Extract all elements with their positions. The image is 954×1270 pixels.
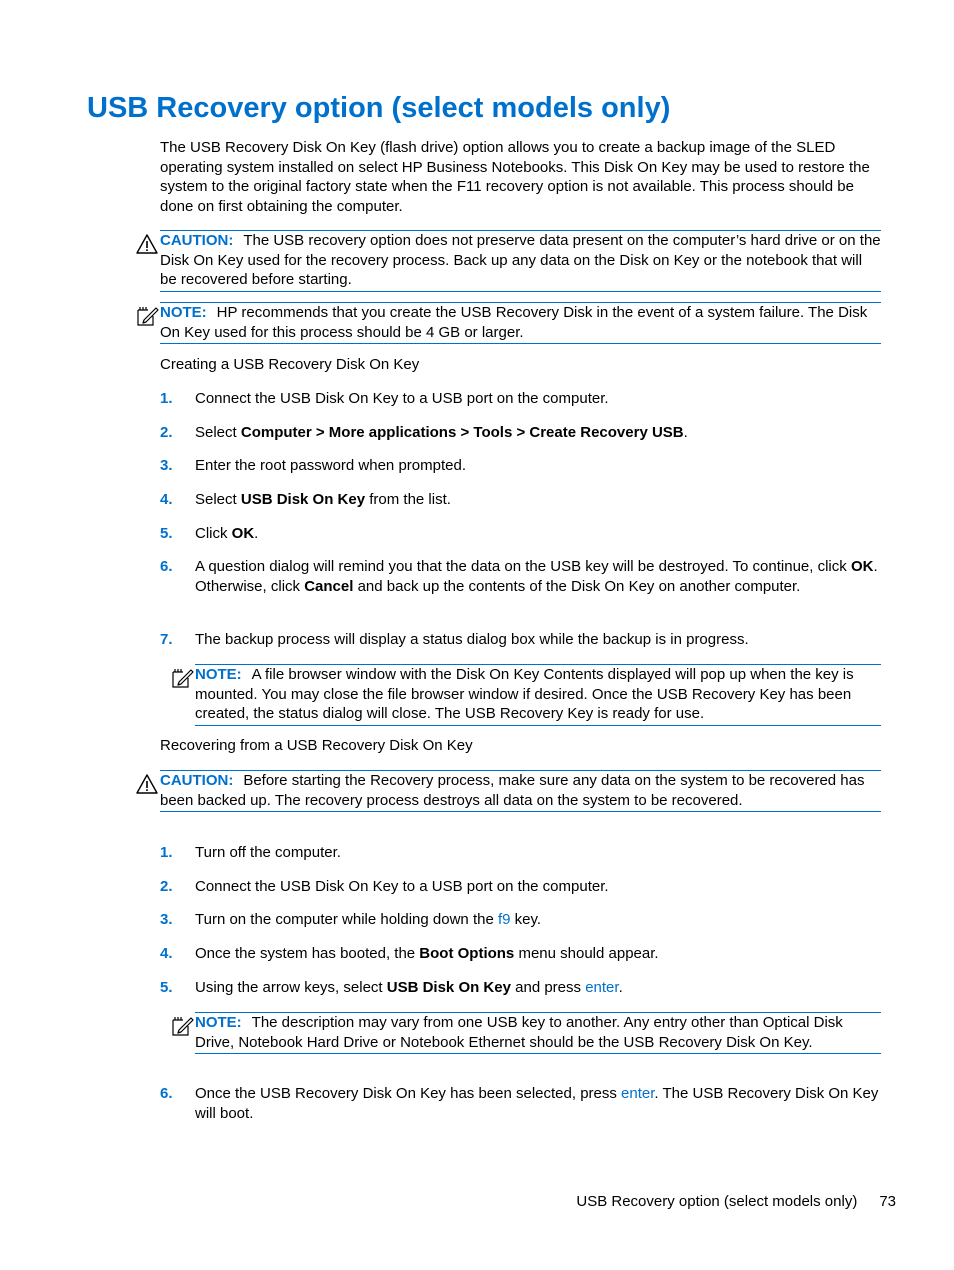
intro-paragraph: The USB Recovery Disk On Key (flash drive) option allows you to create a backup image of the SLED operating system installed on select HP Business Notebooks. This Disk On Key may be used to restore the system to the original factory state when the F11 recovery option is not available. This process should be done on first obtaining the computer. [160,139,870,215]
step-number: 1. [160,844,173,861]
step-number: 3. [160,457,173,474]
note-box [195,664,881,726]
footer-section-title: USB Recovery option (select models only) [576,1193,858,1210]
list-item [160,1084,881,1123]
step-number: 5. [160,979,173,996]
caution-box [160,230,881,292]
step-text: Once the USB Recovery Disk On Key has been selected, press enter. The USB Recovery Disk On Key will boot. [195,1085,879,1122]
list-item [160,524,881,544]
step-text: Connect the USB Disk On Key to a USB port on the computer. [195,878,609,895]
step-text: Select USB Disk On Key from the list. [195,491,451,508]
list-item [160,630,881,650]
caution-triangle-icon [135,232,159,256]
caution-text: Before starting the Recovery process, make sure any data on the system to be recovered has been backed up. The recovery process destroys all data on the system to be recovered. [160,772,865,809]
step-number: 1. [160,390,173,407]
list-item [160,456,881,476]
caution-text: The USB recovery option does not preserve data present on the computer’s hard drive or on the Disk On Key used for the recovery process. Back up any data on the Disk on Key or the notebook that will be recovered before starting. [160,232,881,288]
note-text: HP recommends that you create the USB Recovery Disk in the event of a system failure. The Disk On Key used for this process should be 4 GB or larger. [160,304,868,341]
note-pencil-icon [170,666,194,690]
section-heading-creating: Creating a USB Recovery Disk On Key [160,356,420,373]
step-text: Connect the USB Disk On Key to a USB port on the computer. [195,390,609,407]
list-item [160,389,881,409]
key-name-f9: f9 [497,911,511,928]
note-pencil-icon [135,304,159,328]
step-text: The backup process will display a status dialog box while the backup is in progress. [195,631,749,648]
step-number: 4. [160,945,173,962]
step-number: 6. [160,558,173,575]
list-item [160,423,881,443]
step-number: 6. [160,1085,173,1102]
note-label: NOTE: [195,666,242,683]
step-number: 7. [160,631,173,648]
key-name-enter: enter [585,979,619,996]
caution-box [160,770,881,812]
note-label: NOTE: [160,304,207,321]
note-pencil-icon [170,1014,194,1038]
step-text: Once the system has booted, the Boot Options menu should appear. [195,945,659,962]
step-text: Select Computer > More applications > Tools > Create Recovery USB. [195,424,688,441]
step-text: Enter the root password when prompted. [195,457,466,474]
step-number: 3. [160,911,173,928]
step-text: Turn on the computer while holding down the f9 key. [195,911,542,928]
step-number: 2. [160,424,173,441]
list-item [160,944,881,964]
page-footer [576,1192,896,1212]
list-item [160,557,881,596]
step-text: Turn off the computer. [195,844,341,861]
list-item [160,843,881,863]
page-title: USB Recovery option (select models only) [87,92,671,124]
list-item [160,877,881,897]
step-number: 2. [160,878,173,895]
key-name-enter: enter [621,1085,655,1102]
page-number: 73 [879,1193,896,1210]
caution-label: CAUTION: [160,772,234,789]
step-number: 4. [160,491,173,508]
note-text: A file browser window with the Disk On Key Contents displayed will pop up when the key is mounted. You may close the file browser window if desired. Once the USB Recovery Key has been created, the status dialog will close. The USB Recovery Key is ready for use. [195,666,854,722]
note-text: The description may vary from one USB key to another. Any entry other than Optical Disk Drive, Notebook Hard Drive or Notebook Ethernet should be the USB Recovery Disk On Key. [195,1014,843,1051]
step-text: Click OK. [195,525,259,542]
note-box [160,302,881,344]
caution-triangle-icon [135,772,159,796]
note-box [195,1012,881,1054]
list-item [160,978,881,998]
list-item [160,910,881,930]
step-text: A question dialog will remind you that the data on the USB key will be destroyed. To continue, click OK. Otherwise, click Cancel and back up the contents of the Disk On Key on another computer. [195,558,878,595]
note-label: NOTE: [195,1014,242,1031]
step-number: 5. [160,525,173,542]
step-text: Using the arrow keys, select USB Disk On Key and press enter. [195,979,623,996]
caution-label: CAUTION: [160,232,234,249]
section-heading-recovering: Recovering from a USB Recovery Disk On Key [160,737,473,754]
list-item [160,490,881,510]
